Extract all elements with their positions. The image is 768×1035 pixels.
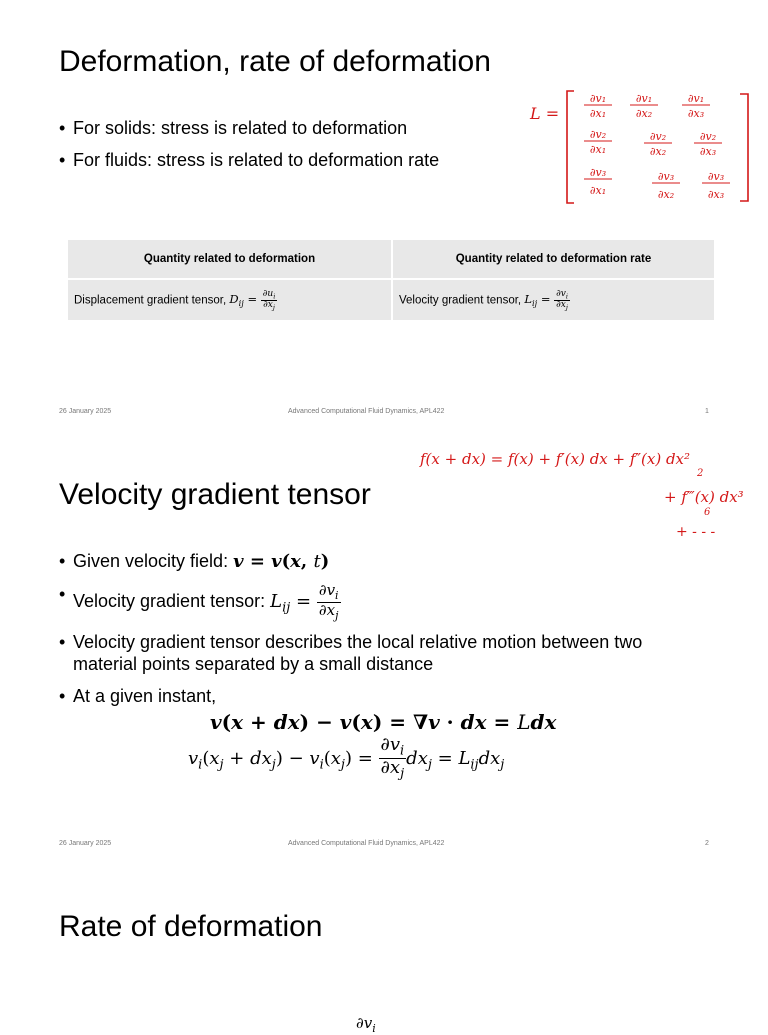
svg-text:∂x₃: ∂x₃	[699, 145, 717, 158]
table-row	[68, 280, 714, 320]
equation-index-form: $v_i(x_j + dx_j) - v_i(x_j)$ = $\frac{\partial v_i}{\partial x_j}$ $dx_j = L_{ij}dx_j$	[188, 734, 505, 783]
bullet-item	[59, 583, 709, 621]
svg-text:∂v₃: ∂v₃	[707, 170, 725, 183]
svg-text:∂x₁: ∂x₁	[589, 143, 607, 156]
matrix-brackets-icon	[560, 88, 760, 206]
svg-text:∂v₃: ∂v₃	[657, 170, 675, 183]
bullet-list	[59, 550, 709, 707]
table-cell-displacement	[68, 280, 393, 320]
bullet-text: Given velocity field:	[73, 551, 234, 571]
svg-text:∂v₂: ∂v₂	[649, 130, 667, 143]
footer-course: Advanced Computational Fluid Dynamics, APL422	[288, 408, 445, 415]
math-l-ij: $L_{ij}$ = $\frac{\partial v_i}{\partial x_j}$	[524, 288, 568, 311]
taylor-line-2: + f‴(x) dx³	[664, 488, 744, 506]
svg-text:∂x₁: ∂x₁	[589, 184, 607, 197]
bullet-list	[59, 117, 439, 171]
footer-course: Advanced Computational Fluid Dynamics, APL422	[288, 840, 445, 847]
slide-title: Deformation, rate of deformation	[59, 45, 491, 78]
cell-text: Velocity gradient tensor,	[399, 294, 525, 306]
taylor-denominator-2: 2	[697, 468, 704, 479]
svg-text:∂v₂: ∂v₂	[699, 130, 717, 143]
svg-text:∂x₁: ∂x₁	[589, 107, 607, 120]
bullet-item	[59, 550, 709, 573]
taylor-denominator-6: 6	[704, 507, 711, 518]
bullet-item: • For fluids: stress is related to deformation rate	[59, 149, 439, 171]
footer-date: 26 January 2025	[59, 408, 112, 415]
table-header-deformation: Quantity related to deformation	[68, 240, 393, 280]
taylor-line-3: + - - -	[676, 524, 716, 540]
bullet-item: • For solids: stress is related to deformation	[59, 117, 439, 139]
cell-text: Displacement gradient tensor,	[74, 294, 230, 306]
footer-page: 2	[705, 840, 709, 847]
slide-title: Rate of deformation	[59, 910, 323, 943]
slide-title: Velocity gradient tensor	[59, 478, 371, 511]
table-cell-velocity	[393, 280, 714, 320]
svg-text:∂v₁: ∂v₁	[687, 92, 705, 105]
math-velocity-field: v = v(x, t)	[233, 551, 330, 572]
math-d-ij: $D_{ij}$ = $\frac{\partial u_i}{\partial x_j}$	[229, 288, 276, 311]
math-velocity-gradient: $L_{ij}$ = $\frac{\partial v_i}{\partial x_j}$	[270, 581, 339, 622]
slide-3	[0, 864, 768, 1035]
slide-2	[0, 432, 768, 864]
bullet-text: Velocity gradient tensor:	[73, 591, 271, 612]
svg-text:∂x₂: ∂x₂	[635, 107, 653, 120]
bullet-item: • At a given instant,	[59, 685, 709, 707]
taylor-line-1: f(x + dx) = f(x) + f′(x) dx + f″(x) dx²	[420, 450, 691, 468]
svg-text:∂v₃: ∂v₃	[589, 166, 607, 179]
svg-text:∂x₃: ∂x₃	[707, 188, 725, 201]
slide-1	[0, 0, 768, 432]
equation-vector-form: v(x + dx) − v(x) = ∇v · dx = Ldx	[210, 710, 557, 734]
svg-text:∂x₂: ∂x₂	[649, 145, 667, 158]
svg-text:∂x₂: ∂x₂	[657, 188, 675, 201]
math-fragment: $\partial v_i$	[356, 1014, 376, 1035]
svg-text:∂x₃: ∂x₃	[687, 107, 705, 120]
matrix-label: L =	[530, 104, 560, 123]
svg-text:∂v₂: ∂v₂	[589, 128, 607, 141]
footer-page: 1	[705, 408, 709, 415]
deformation-table	[68, 240, 714, 320]
bullet-item: • Velocity gradient tensor describes the local relative motion between two material points separated by a small distance	[59, 631, 709, 675]
table-header-deformation-rate: Quantity related to deformation rate	[393, 240, 714, 280]
footer-date: 26 January 2025	[59, 840, 112, 847]
svg-text:∂v₁: ∂v₁	[589, 92, 607, 105]
svg-text:∂v₁: ∂v₁	[635, 92, 653, 105]
